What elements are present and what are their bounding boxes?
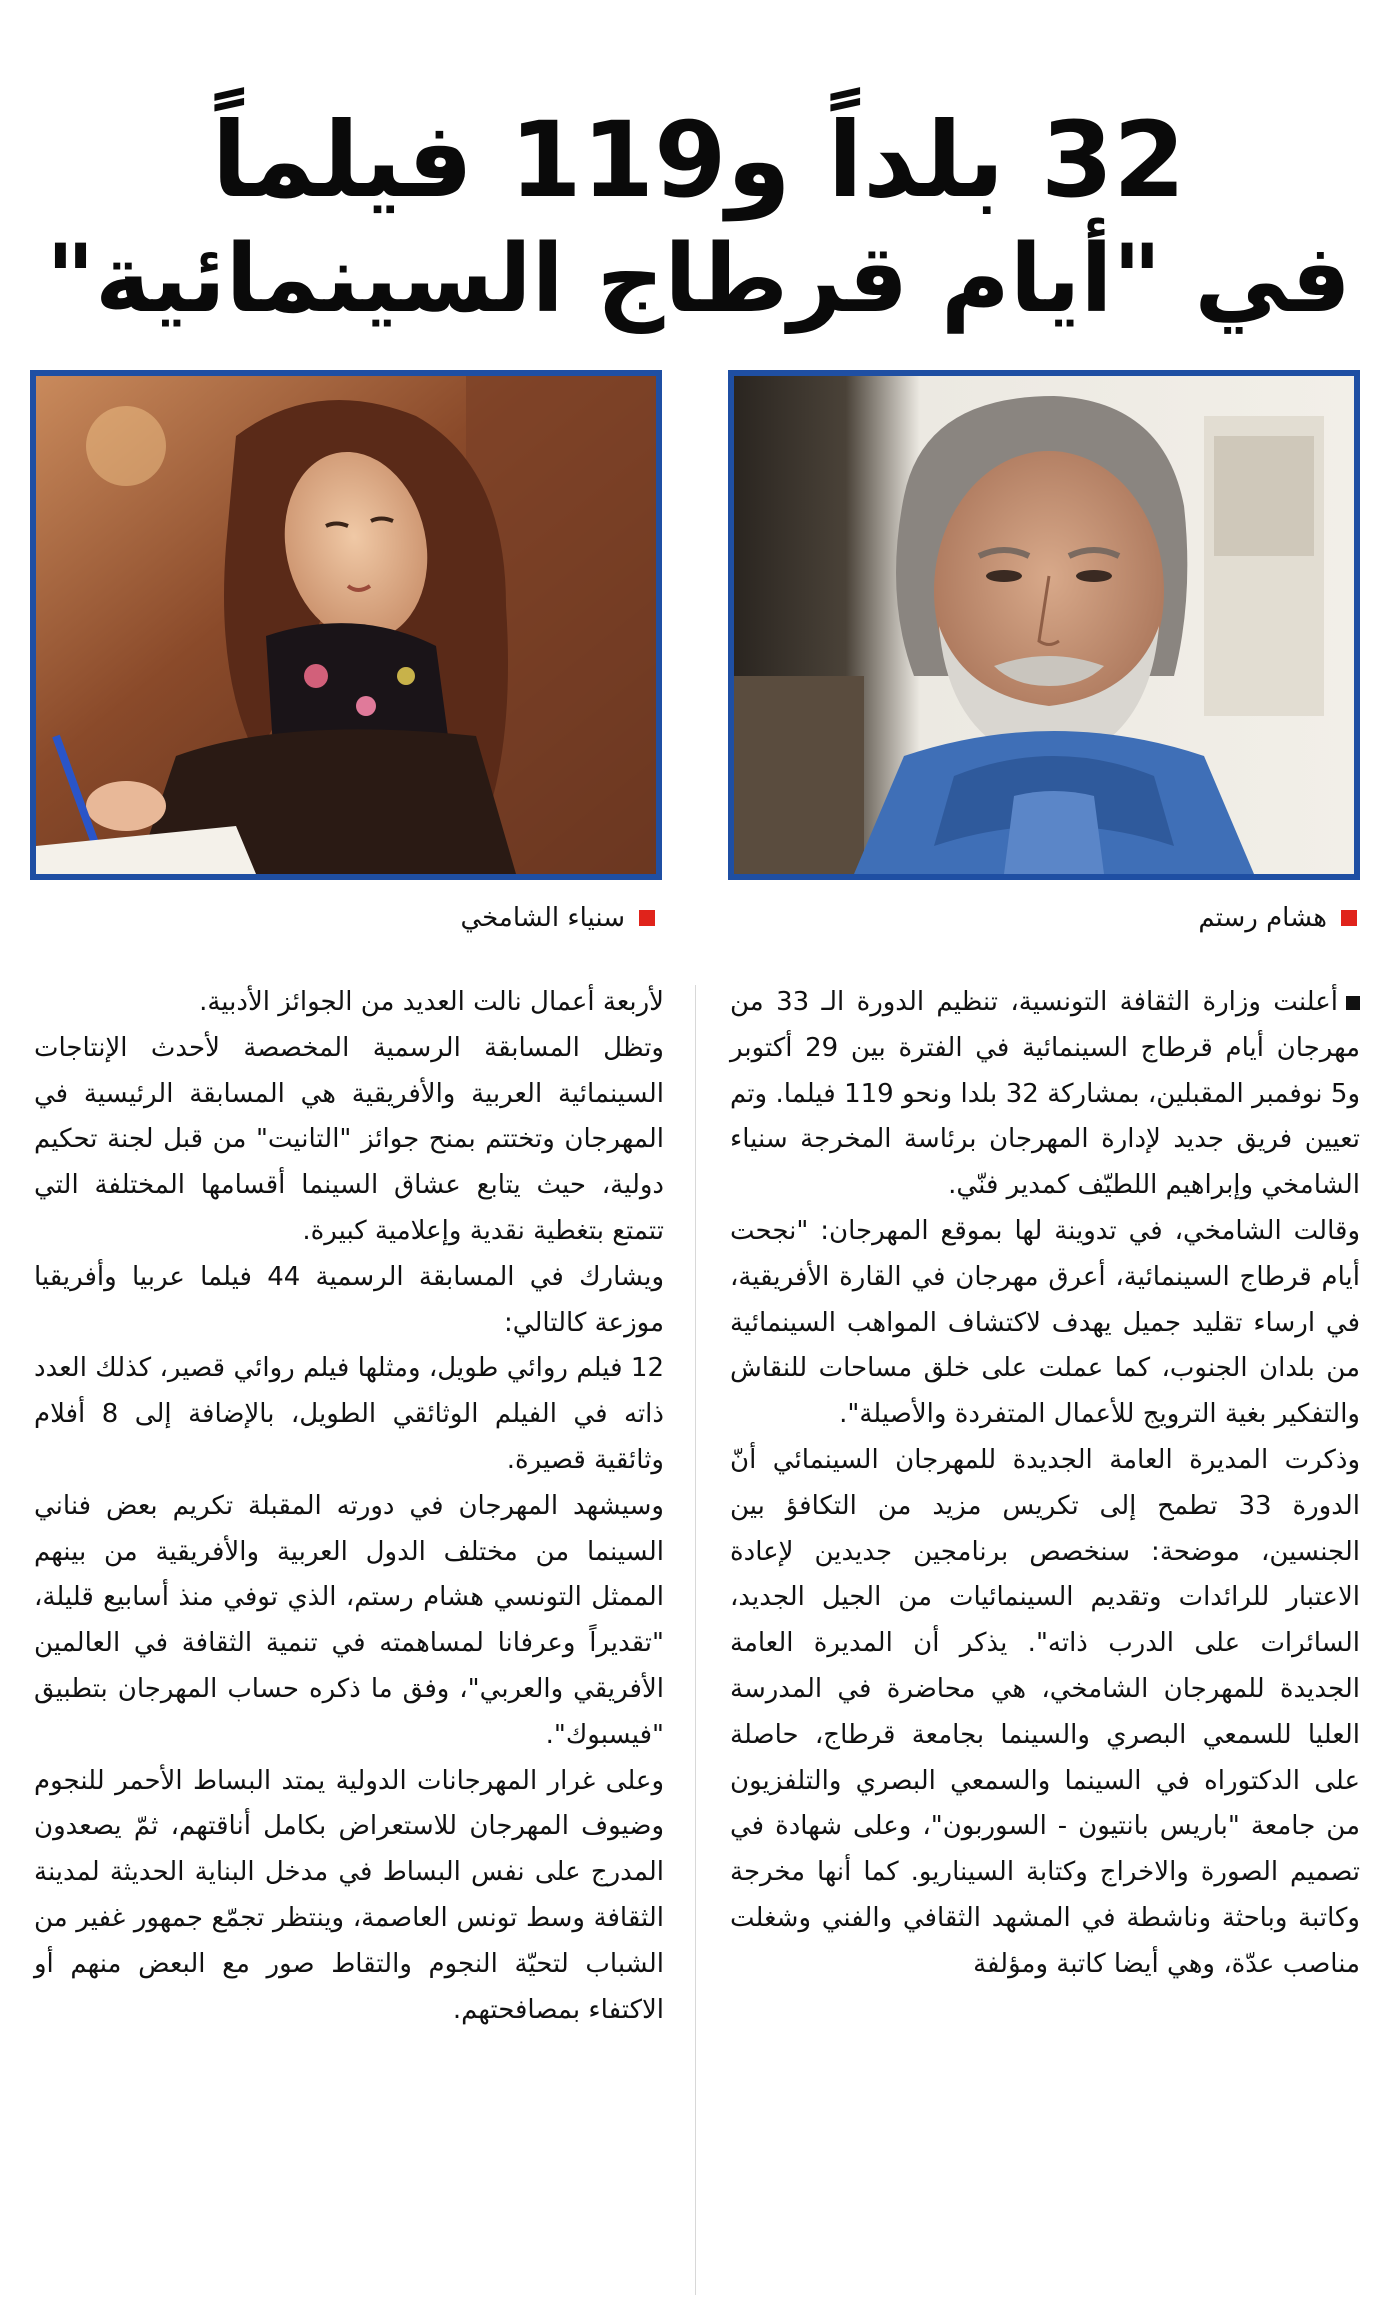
- article-paragraph: وقالت الشامخي، في تدوينة لها بموقع المهرجان: "نجحت أيام قرطاج السينمائية، أعرق مهرجان في القارة الأفريقية، في ارساء تقليد جميل يهدف لاكتشاف المواهب السينمائية من بلدان الجنوب، كما عملت على خلق مساحات للنقاش والتفكير بغية الترويج للأعمال المتفردة والأصيلة".: [730, 1215, 1360, 1430]
- article-paragraph: وسيشهد المهرجان في دورته المقبلة تكريم بعض فناني السينما من مختلف الدول العربية والأفريقية من بينهم الممثل التونسي هشام رستم، الذي توفي منذ أسابيع قليلة، "تقديراً وعرفانا لمساهمته في تنمية الثقافة في العالمين الأفريقي والعربي"، وفق ما ذكره حساب المهرجان بتطبيق "فيسبوك".: [34, 1490, 664, 1750]
- article-column-left: [34, 980, 664, 2033]
- caption-hisham-rostom: [1198, 898, 1357, 938]
- portrait-man-illustration: [734, 376, 1354, 874]
- article-paragraph: وذكرت المديرة العامة الجديدة للمهرجان السينمائي أنّ الدورة 33 تطمح إلى تكريس مزيد من التكافؤ بين الجنسين، موضحة: سنخصص برنامجين جديدين لإعادة الاعتبار للرائدات وتقديم السينمائيات من الجيل الجديد، السائرات على الدرب ذاته". يذكر أن المديرة العامة الجديدة للمهرجان الشامخي، هي محاضرة في المدرسة العليا للسمعي البصري والسينما بجامعة قرطاج، حاصلة على الدكتوراه في السينما والسمعي البصري والتلفزيون من جامعة "باريس بانتيون - السوربون"، وعلى شهادة في تصميم الصورة والاخراج وكتابة السيناريو. كما أنها مخرجة وكاتبة وباحثة وناشطة في المشهد الثقافي والفني وشغلت مناصب عدّة، وهي أيضا كاتبة ومؤلفة: [730, 1444, 1360, 1979]
- photo-hisham-rostom: [728, 370, 1360, 880]
- article-paragraph: لأربعة أعمال نالت العديد من الجوائز الأدبية.: [199, 987, 664, 1017]
- headline-line-2: في "أيام قرطاج السينمائية": [46, 224, 1351, 334]
- photo-sonia-chamkhi: [30, 370, 662, 880]
- article-paragraph: 12 فيلم روائي طويل، ومثلها فيلم روائي قصير، كذلك العدد ذاته في الفيلم الوثائقي الطويل، بالإضافة إلى 8 أفلام وثائقية قصيرة.: [34, 1353, 664, 1475]
- article-paragraph: وعلى غرار المهرجانات الدولية يمتد البساط الأحمر للنجوم وضيوف المهرجان للاستعراض بكامل أناقتهم، ثمّ يصعدون المدرج على نفس البساط في مدخل البناية الحديثة لمدينة الثقافة وسط تونس العاصمة، وينتظر تجمّع جمهور غفير من الشباب لتحيّة النجوم والتقاط صور مع البعض منهم أو الاكتفاء بمصافحتهم.: [34, 1765, 664, 2025]
- article-paragraph: وتظل المسابقة الرسمية المخصصة لأحدث الإنتاجات السينمائية العربية والأفريقية هي المسابقة الرئيسية في المهرجان وتختتم بمنح جوائز "التانيت" من قبل لجنة تحكيم دولية، حيث يتابع عشاق السينما أقسامها المختلفة التي تتمتع بتغطية نقدية وإعلامية كبيرة.: [34, 1032, 664, 1246]
- article-paragraph: [730, 980, 1360, 1209]
- portrait-woman-illustration: [36, 376, 656, 874]
- caption-text: هشام رستم: [1198, 903, 1327, 933]
- caption-text: سنياء الشامخي: [460, 903, 625, 933]
- paragraph-bullet-icon: [1346, 996, 1360, 1010]
- article-column-right: [730, 980, 1360, 1988]
- headline-line-1: 32 بلداً و119 فيلماً: [211, 98, 1186, 221]
- caption-marker-icon: [639, 910, 655, 926]
- column-divider: [695, 985, 696, 2295]
- article-paragraph: ويشارك في المسابقة الرسمية 44 فيلما عربيا وأفريقيا موزعة كالتالي:: [34, 1261, 665, 1338]
- caption-sonia-chamkhi: [460, 898, 655, 938]
- caption-marker-icon: [1341, 910, 1357, 926]
- article-paragraph-text: أعلنت وزارة الثقافة التونسية، تنظيم الدورة الـ 33 من مهرجان أيام قرطاج السينمائية في الفترة بين 29 أكتوبر و5 نوفمبر المقبلين، بمشاركة 32 بلدا ونحو 119 فيلما. وتم تعيين فريق جديد لإدارة المهرجان برئاسة المخرجة سنياء الشامخي وإبراهيم اللطيّف كمدير فنّي.: [730, 987, 1360, 1201]
